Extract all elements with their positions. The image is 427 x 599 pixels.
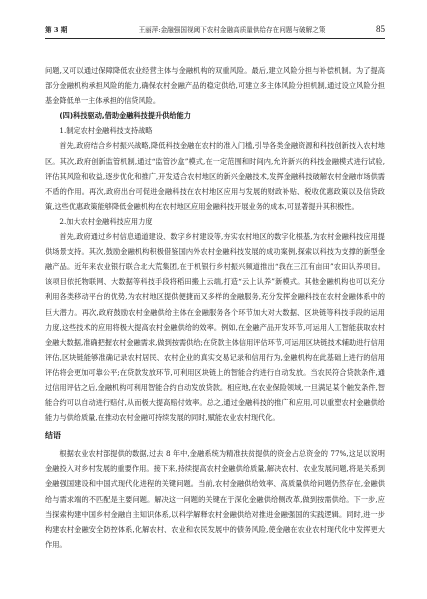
conclusion-heading: 结语 — [45, 431, 61, 441]
subheading-1: 1.制定农村金融科技支持战略 — [59, 126, 153, 136]
paragraph-conclusion: 根据农业农村部提供的数据,过去 8 年中,金融系统为精准扶贫提供的资金占总资金的 77%,这足以说明金融投入对乡村发展的重要作用。接下来,持续提高农村金融供给质量,解决农村、农业发展问题,将是关系到金融强国建设和中国式现代化进程的关键问题。当前,农村金融供给效率、高质量供给问题仍然存在,金融供给与需求端的不匹配是主要问题。解决这一问题的关键在于深化金融供给侧改革,做到按需供给。下一步,应当探索构建中国乡村金融自主知识体系,以科学解释农村金融供给对推进金融强国的实践逻辑。同时,进一步构建农村金融安全防控体系,化解农村、农业和农民发展中的债务风险,使金融在农业农村现代化中发挥更大作用。 — [45, 449, 385, 549]
running-title: 王丽萍:金融强国视阈下农村金融高质量供给存在问题与破解之策 — [138, 26, 326, 34]
running-head — [45, 22, 385, 39]
subheading-2: 2.加大农村金融科技应用力度 — [59, 216, 153, 226]
section-heading-4: (四)科技驱动,借助金融科技提升供给能力 — [59, 111, 191, 121]
issue-label: 第 3 期 — [45, 26, 68, 34]
paragraph-application: 首先,政府通过乡村信息通道建设、数字乡村建设等,夯实农村地区的数字化根基,为农村金融科技应用提供场景支持。其次,鼓励金融机构积极借鉴国内外农村金融科技发展的成功案例,探索以科技为支撑的新型金融产品。近年来农业银行联合北大荒集团,在于机银行乡村振兴频道推出“我在三江有亩田”农田认养项目。该项目依托物联网、大数据等科技手段将稻田搬上云端,打造“云上认养”新模式。其他金融机构也可以充分利用各类移动平台的优势,为农村地区提供便捷而又多样的金融服务,充分发挥金融科技在农村金融体系中的巨大潜力。再次,政府鼓励农村金融供给主体在金融服务各个环节加大对大数据、区块链等科技手段的运用力度,这些技术的应用将极大提高农村金融供给的效率。例如,在金融产品开发环节,可运用人工智能获取农村金融大数据,准确把握农村金融需求,做到按需供给;在贷款主体信用评估环节,可运用区块链技术辅助进行信用评估,区块链能够准确记录农村居民、农村企业的真实交易记录和信用行为,金融机构在此基础上进行的信用评估将会更加可靠公平;在贷款发放环节,可利用区块链上的智能合约进行自动发放。当农民符合贷款条件,通过信用评估之后,金融机构可利用智能合约自动发放贷款。相应地,在农业保险领域,一旦满足某个触发条件,智能合约可以自动进行赔付,从而极大提高赔付效率。总之,通过金融科技的推广和应用,可以重塑农村金融供给能力与供给质量,在推动农村金融可持续发展的同时,赋能农业农村现代化。 — [45, 232, 385, 423]
paragraph-risk-sharing: 问题,又可以通过保障降低农业经营主体与金融机构的双重风险。最后,建立风险分担与补偿机制。为了提高部分金融机构承担风险的能力,确保农村金融产品的稳定供给,可建立多主体风险分担机制,通过设立风险分担基金降低单一主体承担的信贷风险。 — [45, 66, 385, 106]
article-body — [45, 63, 385, 552]
page-number: 85 — [376, 24, 385, 34]
paragraph-strategy: 首先,政府结合乡村振兴战略,降低科技金融在农村的准入门槛,引导各类金融资源和科技创新技入农村地区。其次,政府创新监管机制,通过“监管沙盒”模式,在一定范围和时间内,允许新兴的科技金融模式进行试验,评估其风险和收益,逐步优化和推广,开发适合农村地区的新兴金融技术,发挥金融科技破解农村金融市场供需不盾的作用。再次,政府出台可促进金融科技在农村地区应用与发展的财政补贴、税收优惠政策以及信贷政策,这些优惠政策能够降低金融机构在农村地区应用金融科技开展业务的成本,可显著提升其积极性。 — [45, 141, 385, 211]
